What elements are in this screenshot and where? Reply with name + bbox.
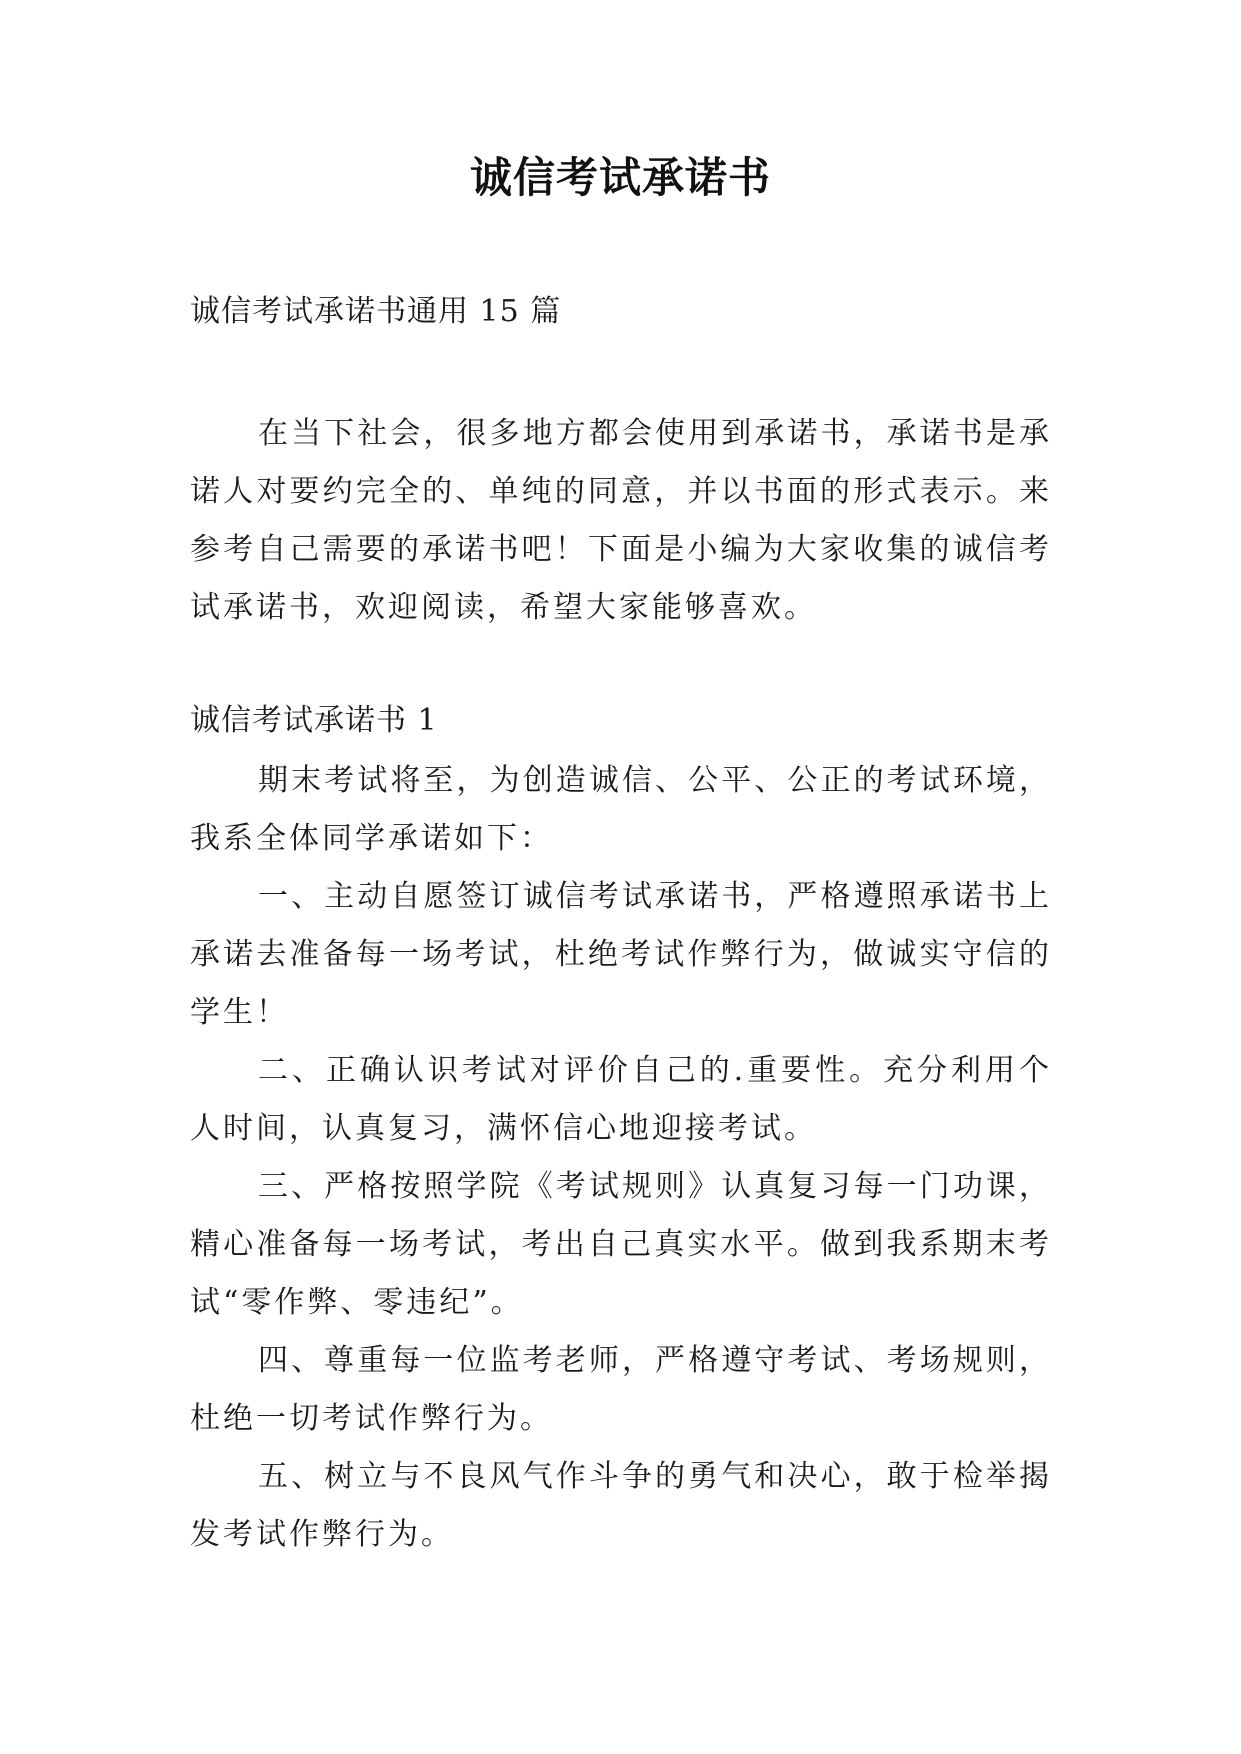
document-subtitle: 诚信考试承诺书通用 15 篇 (190, 294, 562, 329)
paragraph: 五、树立与不良风气作斗争的勇气和决心，敢于检举揭发考试作弊行为。 (190, 1459, 1052, 1552)
paragraph: 二、正确认识考试对评价自己的.重要性。充分利用个人时间，认真复习，满怀信心地迎接考试。 (190, 1053, 1052, 1146)
paragraph: 一、主动自愿签订诚信考试承诺书，严格遵照承诺书上承诺去准备每一场考试，杜绝考试作弊行为，做诚实守信的学生！ (190, 879, 1052, 1030)
section-heading: 诚信考试承诺书 1 (190, 703, 438, 738)
paragraph: 四、尊重每一位监考老师，严格遵守考试、考场规则，杜绝一切考试作弊行为。 (190, 1343, 1052, 1436)
paragraph: 期末考试将至，为创造诚信、公平、公正的考试环境，我系全体同学承诺如下： (190, 763, 1052, 856)
document-title: 诚信考试承诺书 (469, 153, 771, 202)
intro-paragraph: 在当下社会，很多地方都会使用到承诺书，承诺书是承诺人对要约完全的、单纯的同意，并以书面的形式表示。来参考自己需要的承诺书吧！下面是小编为大家收集的诚信考试承诺书，欢迎阅读，希望大家能够喜欢。 (190, 416, 1052, 625)
paragraph: 三、严格按照学院《考试规则》认真复习每一门功课，精心准备每一场考试，考出自己真实水平。做到我系期末考试“零作弊、零违纪”。 (190, 1169, 1052, 1320)
